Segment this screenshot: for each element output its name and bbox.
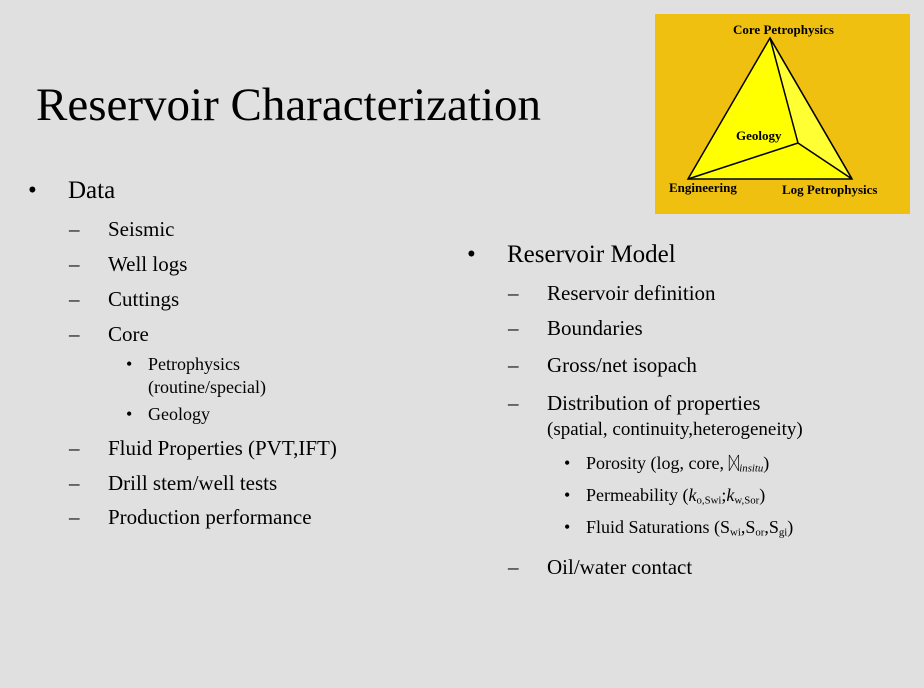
item-text: ,S [764,517,779,537]
dash-marker: – [508,281,519,305]
item-permeability [467,484,803,516]
dash-marker: – [69,471,80,495]
label-geology: Geology [736,128,782,143]
porosity-symbol: ᛞ [728,453,740,473]
item-text: Geology [148,404,210,424]
bullet-text: Reservoir Model [507,241,676,268]
item-fluid-saturations [467,516,803,554]
item-text: Core [108,322,149,346]
left-column [28,176,337,539]
slide-title: Reservoir Characterization [36,79,542,131]
bullet-marker: • [564,485,571,505]
dash-marker: – [508,391,519,415]
item-cuttings [28,286,337,321]
bullet-marker: • [28,177,37,204]
item-distribution-detail: (spatial, continuity,heterogeneity) [547,419,803,440]
item-text: ) [787,517,794,537]
perm-subscript: w,Sor [734,494,760,507]
item-text: Reservoir definition [547,281,716,305]
bullet-reservoir-model [467,240,803,280]
item-seismic [28,216,337,251]
label-core-petrophysics: Core Petrophysics [733,22,834,37]
bullet-marker: • [564,453,571,473]
item-text: Production performance [108,505,312,529]
perm-k-symbol: k [688,485,697,505]
label-engineering: Engineering [669,180,737,195]
petrophysics-triangle-diagram [655,14,910,214]
sat-subscript: gi [778,526,788,539]
item-porosity [467,452,803,484]
bullet-text: Data [68,177,116,204]
item-gross-net [467,352,803,390]
item-text: ; [721,485,727,505]
item-text: Drill stem/well tests [108,471,278,495]
item-core-petrophysics [28,353,337,399]
item-drill-stem [28,470,337,504]
item-text: Petrophysics [148,354,240,374]
dash-marker: – [69,287,80,311]
item-text: ) [763,453,770,473]
bullet-marker: • [126,354,133,374]
item-oil-water-contact [467,554,803,589]
item-text: Fluid Saturations (S [586,517,731,537]
item-reservoir-definition [467,280,803,315]
item-core-geology [28,403,337,435]
item-text: Porosity (log, core, [586,453,729,473]
item-text: ,S [740,517,756,537]
item-text: Distribution of properties [547,391,761,415]
dash-marker: – [508,555,519,579]
item-core [28,321,337,353]
dash-marker: – [69,322,80,346]
dash-marker: – [508,353,519,377]
label-log-petrophysics: Log Petrophysics [782,182,878,197]
perm-subscript: o,Swi [696,494,722,507]
item-well-logs [28,251,337,286]
item-distribution [467,390,803,416]
item-text: Boundaries [547,316,643,340]
perm-k-symbol: k [726,485,735,505]
item-text: Seismic [108,217,175,241]
sat-subscript: wi [730,526,741,539]
dash-marker: – [69,436,80,460]
item-text: Well logs [108,252,188,276]
sat-subscript: or [755,526,765,539]
dash-marker: – [69,217,80,241]
item-text: Permeability ( [586,485,689,505]
bullet-marker: • [467,241,476,268]
item-text: Fluid Properties (PVT,IFT) [108,436,337,460]
item-boundaries [467,315,803,352]
item-text: ) [759,485,766,505]
item-text: (routine/special) [148,377,266,397]
bullet-marker: • [564,517,571,537]
item-text: Oil/water contact [547,555,693,579]
item-text: Cuttings [108,287,180,311]
item-fluid-properties [28,435,337,470]
porosity-subscript: insitu [739,462,764,475]
dash-marker: – [508,316,519,340]
item-production [28,504,337,539]
bullet-marker: • [126,404,133,424]
item-text: Gross/net isopach [547,353,697,377]
right-column [467,240,803,589]
dash-marker: – [69,505,80,529]
dash-marker: – [69,252,80,276]
bullet-data [28,176,337,216]
